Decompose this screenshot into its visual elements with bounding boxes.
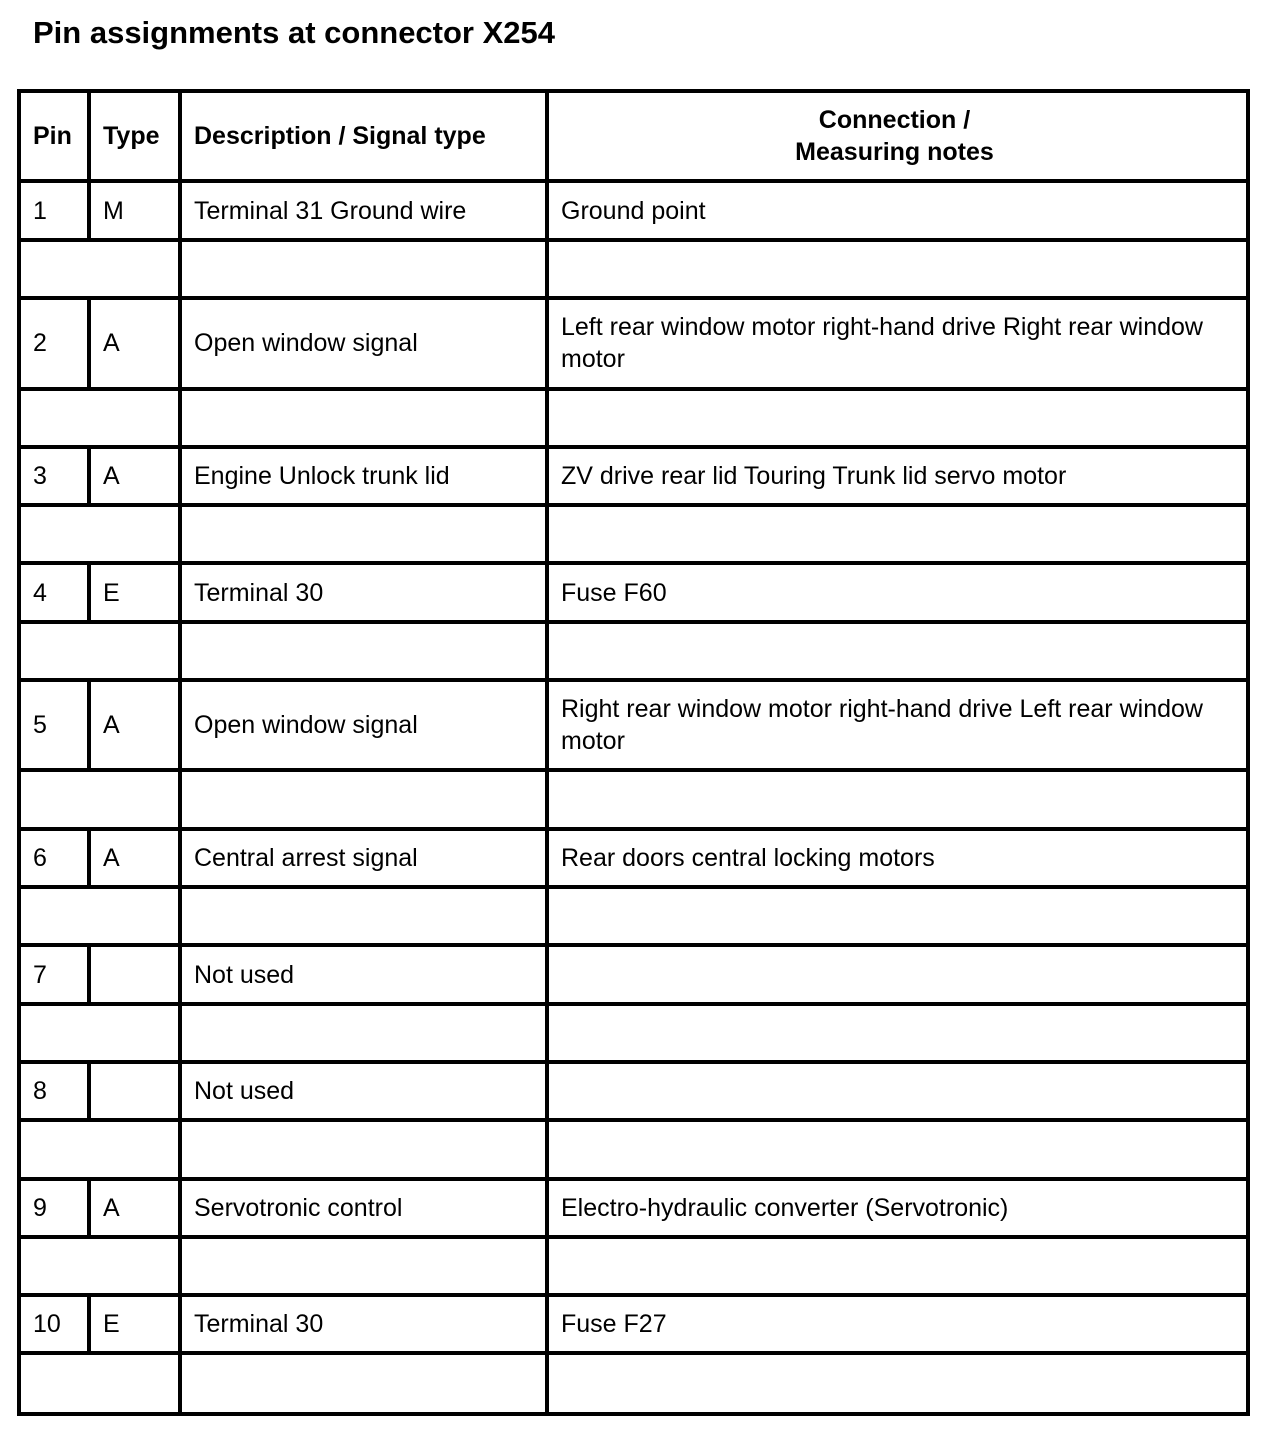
table-row — [19, 563, 1248, 621]
spacer-cell — [180, 505, 547, 563]
spacer-cell — [180, 622, 547, 680]
pin-cell: 5 — [19, 680, 89, 770]
spacer-row — [19, 389, 1248, 447]
connection-cell — [547, 1062, 1248, 1120]
spacer-cell — [547, 1353, 1248, 1414]
table-row — [19, 298, 1248, 388]
spacer-cell — [19, 389, 180, 447]
table-row — [19, 829, 1248, 887]
connection-cell: Fuse F60 — [547, 563, 1248, 621]
spacer-row — [19, 622, 1248, 680]
spacer-cell — [19, 887, 180, 945]
spacer-cell — [547, 389, 1248, 447]
connection-cell: Rear doors central locking motors — [547, 829, 1248, 887]
spacer-cell — [180, 240, 547, 298]
pin-cell: 9 — [19, 1179, 89, 1237]
spacer-cell — [547, 1004, 1248, 1062]
connection-cell: ZV drive rear lid Touring Trunk lid servo motor — [547, 447, 1248, 505]
table-row — [19, 1179, 1248, 1237]
connection-cell: Right rear window motor right-hand drive Left rear window motor — [547, 680, 1248, 770]
pin-cell: 8 — [19, 1062, 89, 1120]
spacer-row — [19, 505, 1248, 563]
table-row — [19, 680, 1248, 770]
spacer-cell — [547, 1120, 1248, 1178]
table-row — [19, 447, 1248, 505]
table-row — [19, 181, 1248, 239]
pin-cell: 7 — [19, 945, 89, 1003]
spacer-row — [19, 770, 1248, 828]
spacer-row — [19, 1237, 1248, 1295]
pin-assignment-table — [17, 89, 1250, 1416]
type-cell — [89, 945, 180, 1003]
table-row — [19, 1295, 1248, 1353]
page-title: Pin assignments at connector X254 — [33, 15, 556, 50]
type-cell: A — [89, 447, 180, 505]
type-cell: E — [89, 563, 180, 621]
connection-cell: Fuse F27 — [547, 1295, 1248, 1353]
type-cell: A — [89, 680, 180, 770]
pin-cell: 4 — [19, 563, 89, 621]
type-cell — [89, 1062, 180, 1120]
table-header-row — [19, 91, 1248, 181]
type-cell: A — [89, 829, 180, 887]
pin-cell: 10 — [19, 1295, 89, 1353]
description-cell: Servotronic control — [180, 1179, 547, 1237]
connection-cell: Ground point — [547, 181, 1248, 239]
spacer-cell — [19, 622, 180, 680]
pin-cell: 2 — [19, 298, 89, 388]
description-cell: Terminal 30 — [180, 1295, 547, 1353]
spacer-cell — [547, 887, 1248, 945]
description-cell: Not used — [180, 945, 547, 1003]
description-cell: Not used — [180, 1062, 547, 1120]
header-connection — [547, 91, 1248, 181]
type-cell: M — [89, 181, 180, 239]
header-description: Description / Signal type — [180, 91, 547, 181]
description-cell: Terminal 30 — [180, 563, 547, 621]
pin-cell: 6 — [19, 829, 89, 887]
table-row — [19, 945, 1248, 1003]
spacer-row — [19, 240, 1248, 298]
description-cell: Open window signal — [180, 680, 547, 770]
spacer-cell — [19, 240, 180, 298]
type-cell: A — [89, 1179, 180, 1237]
spacer-cell — [180, 770, 547, 828]
spacer-row — [19, 1353, 1248, 1414]
header-connection-line1: Connection / — [818, 106, 971, 135]
spacer-cell — [547, 770, 1248, 828]
type-cell: A — [89, 298, 180, 388]
spacer-cell — [547, 505, 1248, 563]
spacer-cell — [180, 1120, 547, 1178]
header-type: Type — [89, 91, 180, 181]
description-cell: Open window signal — [180, 298, 547, 388]
spacer-row — [19, 1004, 1248, 1062]
spacer-cell — [180, 1004, 547, 1062]
description-cell: Central arrest signal — [180, 829, 547, 887]
spacer-cell — [547, 240, 1248, 298]
table-row — [19, 1062, 1248, 1120]
description-cell: Engine Unlock trunk lid — [180, 447, 547, 505]
spacer-cell — [19, 1353, 180, 1414]
connection-cell — [547, 945, 1248, 1003]
spacer-row — [19, 1120, 1248, 1178]
header-connection-line2: Measuring notes — [795, 138, 994, 167]
pin-cell: 3 — [19, 447, 89, 505]
spacer-cell — [180, 1237, 547, 1295]
spacer-row — [19, 887, 1248, 945]
spacer-cell — [180, 1353, 547, 1414]
spacer-cell — [547, 1237, 1248, 1295]
connection-cell: Left rear window motor right-hand drive Right rear window motor — [547, 298, 1248, 388]
spacer-cell — [19, 1120, 180, 1178]
spacer-cell — [19, 505, 180, 563]
description-cell: Terminal 31 Ground wire — [180, 181, 547, 239]
pin-cell: 1 — [19, 181, 89, 239]
spacer-cell — [180, 389, 547, 447]
spacer-cell — [19, 770, 180, 828]
spacer-cell — [19, 1004, 180, 1062]
type-cell: E — [89, 1295, 180, 1353]
spacer-cell — [19, 1237, 180, 1295]
connection-cell: Electro-hydraulic converter (Servotronic) — [547, 1179, 1248, 1237]
spacer-cell — [180, 887, 547, 945]
spacer-cell — [547, 622, 1248, 680]
header-pin: Pin — [19, 91, 89, 181]
